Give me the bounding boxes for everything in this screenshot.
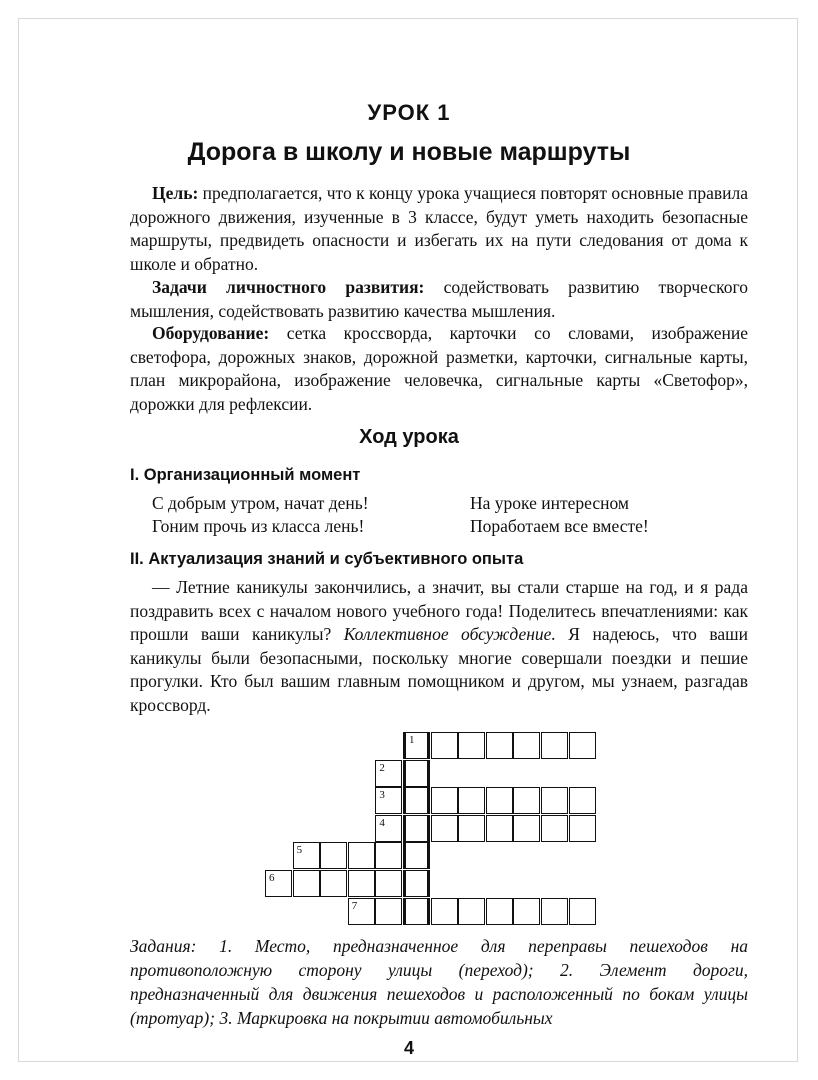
- crossword-cell[interactable]: [486, 787, 513, 814]
- crossword-cell[interactable]: [458, 898, 485, 925]
- crossword-cell[interactable]: [513, 815, 540, 842]
- poem-left: [152, 492, 369, 538]
- crossword-cell[interactable]: [403, 842, 430, 869]
- crossword-cell[interactable]: [375, 898, 402, 925]
- crossword-cell[interactable]: [348, 898, 375, 925]
- crossword-cell[interactable]: [403, 870, 430, 897]
- goal-paragraph: [130, 182, 748, 276]
- crossword-cell[interactable]: [541, 732, 568, 759]
- crossword-cell[interactable]: [403, 732, 430, 759]
- crossword-cell[interactable]: [458, 815, 485, 842]
- crossword-cell[interactable]: [348, 842, 375, 869]
- crossword-cell[interactable]: [541, 787, 568, 814]
- crossword-cell[interactable]: [513, 898, 540, 925]
- crossword-clue-number: 7: [351, 899, 358, 912]
- crossword-cell[interactable]: [541, 898, 568, 925]
- crossword-cell[interactable]: [541, 815, 568, 842]
- tasks-label: Задачи личностного развития:: [152, 277, 425, 297]
- poem-right: [470, 492, 649, 538]
- poem-line: С добрым утром, начат день!: [152, 493, 369, 513]
- crossword-cell[interactable]: [375, 842, 402, 869]
- course-title: Ход урока: [359, 426, 459, 448]
- crossword-clue-number: 1: [409, 734, 415, 746]
- poem-line: Гоним прочь из класса лень!: [152, 516, 365, 536]
- crossword-cell[interactable]: [348, 870, 375, 897]
- tasks-text: содействовать развитию творческого мышления, содействовать развитию качества мышления.: [130, 277, 748, 321]
- crossword-cell[interactable]: [431, 787, 458, 814]
- section2-title: II. Актуализация знаний и субъективного опыта: [130, 550, 524, 568]
- crossword-cell[interactable]: [431, 815, 458, 842]
- poem-line: Поработаем все вместе!: [470, 516, 649, 536]
- crossword-cell[interactable]: [375, 787, 402, 814]
- crossword-cell[interactable]: [403, 898, 430, 925]
- section2-text-italic: Коллективное обсуждение.: [343, 624, 556, 644]
- goal-label: Цель:: [152, 183, 199, 203]
- section2-text-1: — Летние каникулы закончились, а значит, вы стали старше на год, и я рада поздравить всех с началом нового учебного года! Поделитесь впечатлениями: как прошли ваши каникулы?: [130, 577, 748, 644]
- equipment-paragraph: [130, 322, 748, 416]
- section2-paragraph: [130, 576, 748, 717]
- crossword-cell[interactable]: [513, 732, 540, 759]
- crossword-cell[interactable]: [265, 870, 292, 897]
- equipment-text: сетка кроссворда, карточки со словами, изображение светофора, дорожных знаков, дорожной разметки, карточки, сигнальные карты, план микрорайона, изображение человечка, сигнальные карты «Светофор», дорожки для рефлексии.: [130, 323, 748, 414]
- crossword-clue-number: 3: [379, 789, 385, 802]
- poem-line: На уроке интересном: [470, 493, 629, 513]
- crossword-clue-number: 5: [296, 844, 303, 857]
- crossword-cell[interactable]: [293, 870, 320, 897]
- crossword-clue-number: 4: [379, 816, 385, 829]
- crossword-cell[interactable]: [293, 842, 320, 869]
- crossword-cell[interactable]: [375, 815, 402, 842]
- section2-text-2: Я надеюсь, что ваши каникулы были безопасными, поскольку многие совершали поездки и пешие прогулки. Кто был вашим главным помощником и другом, мы узнаем, разгадав кроссворд.: [130, 624, 748, 715]
- lesson-title: Дорога в школу и новые маршруты: [187, 138, 631, 166]
- lesson-number: УРОК 1: [367, 100, 451, 125]
- crossword-cell[interactable]: [458, 732, 485, 759]
- crossword-cell[interactable]: [320, 870, 347, 897]
- crossword-cell[interactable]: [320, 842, 347, 869]
- section1-title: I. Организационный момент: [130, 466, 361, 484]
- crossword-cell[interactable]: [403, 815, 430, 842]
- crossword-cell[interactable]: [569, 732, 596, 759]
- crossword-cell[interactable]: [486, 815, 513, 842]
- crossword-cell[interactable]: [458, 787, 485, 814]
- crossword-cell[interactable]: [486, 732, 513, 759]
- crossword-cell[interactable]: [403, 787, 430, 814]
- crossword-cell[interactable]: [513, 787, 540, 814]
- crossword-cell[interactable]: [569, 815, 596, 842]
- equipment-label: Оборудование:: [152, 323, 270, 343]
- crossword-cell[interactable]: [375, 870, 402, 897]
- crossword-cell[interactable]: [431, 898, 458, 925]
- tasks-paragraph: [130, 276, 748, 323]
- goal-text: предполагается, что к концу урока учащиеся повторят основные правила дорожного движения, изученные в 3 классе, будут уметь находить безопасные маршруты, предвидеть опасности и избегать их на пути следования от дома к школе и обратно.: [130, 183, 748, 274]
- crossword-cell[interactable]: [375, 760, 402, 787]
- crossword-cell[interactable]: [403, 760, 430, 787]
- page-number: 4: [403, 1038, 414, 1058]
- crossword-clue-number: 6: [269, 872, 275, 884]
- crossword-cell[interactable]: [569, 787, 596, 814]
- crossword-cell[interactable]: [569, 898, 596, 925]
- crossword-clue-number: 2: [379, 761, 385, 774]
- assignments-text: Задания: 1. Место, предназначенное для переправы пешеходов на противоположную сторону улицы (переход); 2. Элемент дороги, предназначенный для движения пешеходов и расположенный по бокам улицы (тротуар); 3. Маркировка на покрытии автомобильных: [130, 936, 748, 1028]
- crossword-cell[interactable]: [431, 732, 458, 759]
- crossword-cell[interactable]: [486, 898, 513, 925]
